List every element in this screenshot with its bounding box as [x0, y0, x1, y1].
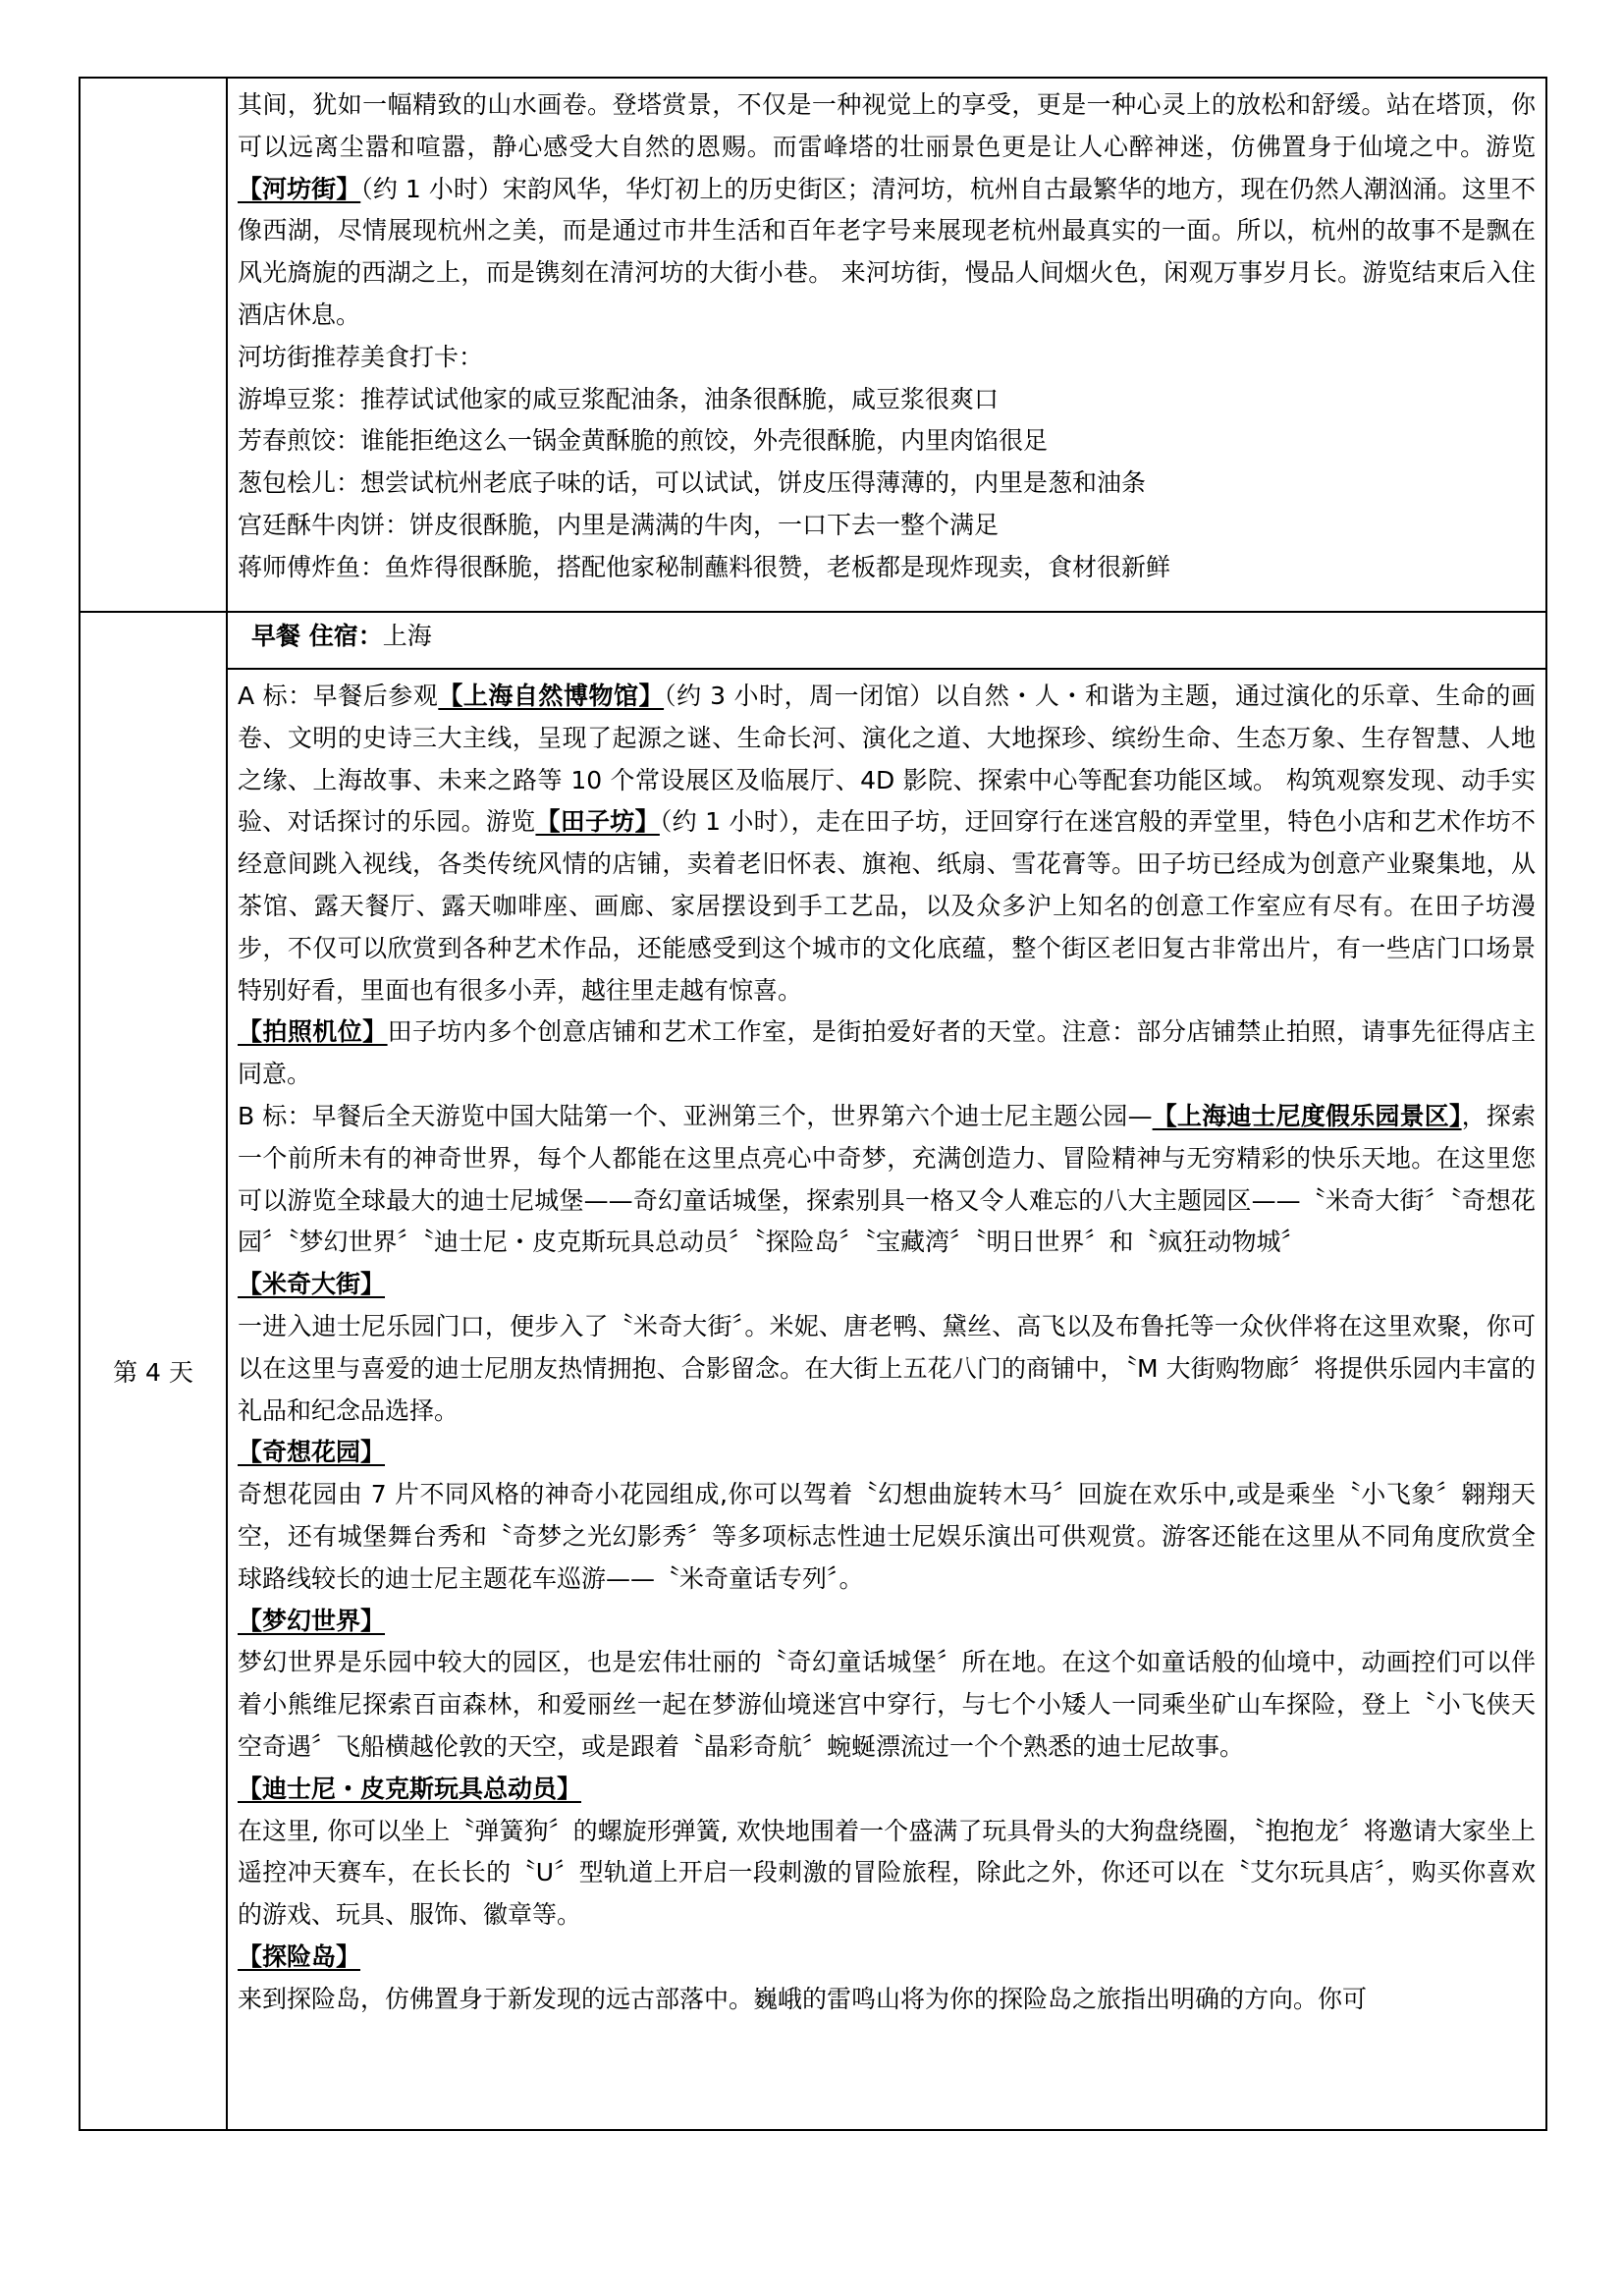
highlight-tianzifang: 【田子坊】 [535, 807, 660, 837]
text-segment: （约 1 小时）宋韵风华，华灯初上的历史街区；清河坊，杭州自古最繁华的地方，现在仍然人潮汹涌。这里不像西湖，尽情展现杭州之美，而是通过市井生活和百年老字号来展现老杭州最真实的一面。所以，杭州的故事不是飘在风光旖旎的西湖之上，而是镌刻在清河坊的大街小巷。 来河坊街，慢品人间烟火色，闲观万事岁月长。游览结束后入住酒店休息。 [238, 174, 1536, 329]
food-list-title: 河坊街推荐美食打卡： [238, 342, 484, 371]
section-title-mickey-avenue: 【米奇大街】 [238, 1270, 386, 1299]
food-item: 芳春煎饺：谁能拒绝这么一锅金黄酥脆的煎饺，外壳很酥脆，内里肉馅很足 [238, 426, 1049, 456]
text-segment: （约 3 小时，周一闭馆）以自然・人・和谐为主题，通过演化的乐章、生命的画卷、文明的史诗三大主线，呈现了起源之谜、生命长河、演化之道、大地探珍、缤纷生命、生态万象、生存智慧、人地之缘、上海故事、未来之路等 10 个常设展区及临展厅、4D 影院、探索中心等配套功能区域。 构筑观察发现、动手实验、对话探讨的乐园。游览 [238, 682, 1536, 837]
text-segment: B 标：早餐后全天游览中国大陆第一个、亚洲第三个，世界第六个迪士尼主题公园— [238, 1101, 1153, 1130]
section-text: 来到探险岛，仿佛置身于新发现的远古部落中。巍峨的雷鸣山将为你的探险岛之旅指出明确的方向。你可 [238, 1984, 1368, 2013]
highlight-disneyland: 【上海迪士尼度假乐园景区】 [1152, 1101, 1462, 1130]
food-item: 葱包桧儿：想尝试杭州老底子味的话，可以试试，饼皮压得薄薄的，内里是葱和油条 [238, 468, 1147, 498]
meals-lodging-cell [227, 612, 1546, 669]
section-title-fantasyland: 【梦幻世界】 [238, 1606, 386, 1635]
section-text: 在这里, 你可以坐上〝弹簧狗〞的螺旋形弹簧, 欢快地围着一个盛满了玩具骨头的大狗盘绕圈，〝抱抱龙〞将邀请大家坐上遥控冲天赛车，在长长的〝U〞型轨道上开启一段刺激的冒险旅程，除此之外，你还可以在〝艾尔玩具店〞，购买你喜欢的游戏、玩具、服饰、徽章等。 [238, 1816, 1536, 1930]
photo-spot-label: 【拍照机位】 [238, 1017, 388, 1047]
day-label-day-4: 第 4 天 [80, 612, 227, 2130]
food-item: 游埠豆浆：推荐试试他家的咸豆浆配油条，油条很酥脆，咸豆浆很爽口 [238, 384, 1000, 413]
food-item: 宫廷酥牛肉饼：饼皮很酥脆，内里是满满的牛肉，一口下去一整个满足 [238, 510, 1000, 539]
paragraph-leifeng-hefang [238, 84, 1536, 337]
section-title [238, 1601, 1536, 1643]
itinerary-table [79, 77, 1547, 2131]
paragraph-option-a [238, 676, 1536, 1011]
food-item: 蒋师傅炸鱼：鱼炸得很酥脆，搭配他家秘制蘸料很赞，老板都是现炸现卖，食材很新鲜 [238, 552, 1171, 581]
day-4-content [227, 669, 1546, 2130]
text-segment: 其间，犹如一幅精致的山水画卷。登塔赏景，不仅是一种视觉上的享受，更是一种心灵上的放松和舒缓。站在塔顶，你可以远离尘嚣和喧嚣，静心感受大自然的恩赐。而雷峰塔的壮丽景色更是让人心醉神迷，仿佛置身于仙境之中。游览 [238, 90, 1536, 161]
section-title [238, 1937, 1536, 1979]
section-text: 一进入迪士尼乐园门口，便步入了〝米奇大街〞。米妮、唐老鸭、黛丝、高飞以及布鲁托等一众伙伴将在这里欢聚，你可以在这里与喜爱的迪士尼朋友热情拥抱、合影留念。在大街上五花八门的商铺中，〝M 大街购物廊〞将提供乐园内丰富的礼品和纪念品选择。 [238, 1311, 1536, 1425]
itinerary-row-day-4 [80, 669, 1546, 2130]
day-cell-empty [80, 78, 227, 612]
itinerary-row-meals [80, 612, 1546, 669]
section-title-adventure-isle: 【探险岛】 [238, 1941, 361, 1971]
highlight-natural-history-museum: 【上海自然博物馆】 [438, 682, 665, 710]
itinerary-row-continued [80, 78, 1546, 612]
text-segment: 田子坊内多个创意店铺和艺术工作室，是街拍爱好者的天堂。注意：部分店铺禁止拍照，请事先征得店主同意。 [238, 1017, 1536, 1089]
lodging-city: 上海 [382, 622, 432, 650]
paragraph-photo-spot [238, 1011, 1536, 1096]
section-title-toy-story-land: 【迪士尼・皮克斯玩具总动员】 [238, 1774, 582, 1803]
text-segment: A 标：早餐后参观 [238, 682, 439, 710]
section-text: 奇想花园由 7 片不同风格的神奇小花园组成,你可以驾着〝幻想曲旋转木马〞回旋在欢乐中,或是乘坐〝小飞象〞翱翔天空，还有城堡舞台秀和〝奇梦之光幻影秀〞等多项标志性迪士尼娱乐演出可供观赏。游客还能在这里从不同角度欣赏全球路线较长的迪士尼主题花车巡游——〝米奇童话专列〞。 [238, 1480, 1536, 1593]
section-title-gardens-of-imagination: 【奇想花园】 [238, 1438, 386, 1467]
section-text: 梦幻世界是乐园中较大的园区，也是宏伟壮丽的〝奇幻童话城堡〞所在地。在这个如童话般的仙境中，动画控们可以伴着小熊维尼探索百亩森林，和爱丽丝一起在梦游仙境迷宫中穿行，与七个小矮人一同乘坐矿山车探险，登上〝小飞侠天空奇遇〞飞船横越伦敦的天空，或是跟着〝晶彩奇航〞蜿蜒漂流过一个个熟悉的迪士尼故事。 [238, 1648, 1536, 1761]
paragraph-option-b [238, 1096, 1536, 1264]
text-segment: ，探索一个前所未有的神奇世界，每个人都能在这里点亮心中奇梦，充满创造力、冒险精神与无穷精彩的快乐天地。在这里您可以游览全球最大的迪士尼城堡——奇幻童话城堡，探索别具一格又令人难忘的八大主题园区——〝米奇大街〞〝奇想花园〞〝梦幻世界〞〝迪士尼・皮克斯玩具总动员〞〝探险岛〞〝宝藏湾〞〝明日世界〞和〝疯狂动物城〞 [238, 1101, 1536, 1257]
section-title [238, 1769, 1536, 1811]
section-title [238, 1264, 1536, 1306]
highlight-hefang-street: 【河坊街】 [238, 174, 361, 203]
section-title [238, 1432, 1536, 1474]
day-3-continued-content [227, 78, 1546, 612]
meals-lodging-label: 早餐 住宿： [251, 622, 383, 650]
text-segment: （约 1 小时），走在田子坊，迂回穿行在迷宫般的弄堂里，特色小店和艺术作坊不经意间跳入视线，各类传统风情的店铺，卖着老旧怀表、旗袍、纸扇、雪花膏等。田子坊已经成为创意产业聚集地，从茶馆、露天餐厅、露天咖啡座、画廊、家居摆设到手工艺品，以及众多沪上知名的创意工作室应有尽有。在田子坊漫步，不仅可以欣赏到各种艺术作品，还能感受到这个城市的文化底蕴，整个街区老旧复古非常出片，有一些店门口场景特别好看，里面也有很多小弄，越往里走越有惊喜。 [238, 807, 1536, 1005]
